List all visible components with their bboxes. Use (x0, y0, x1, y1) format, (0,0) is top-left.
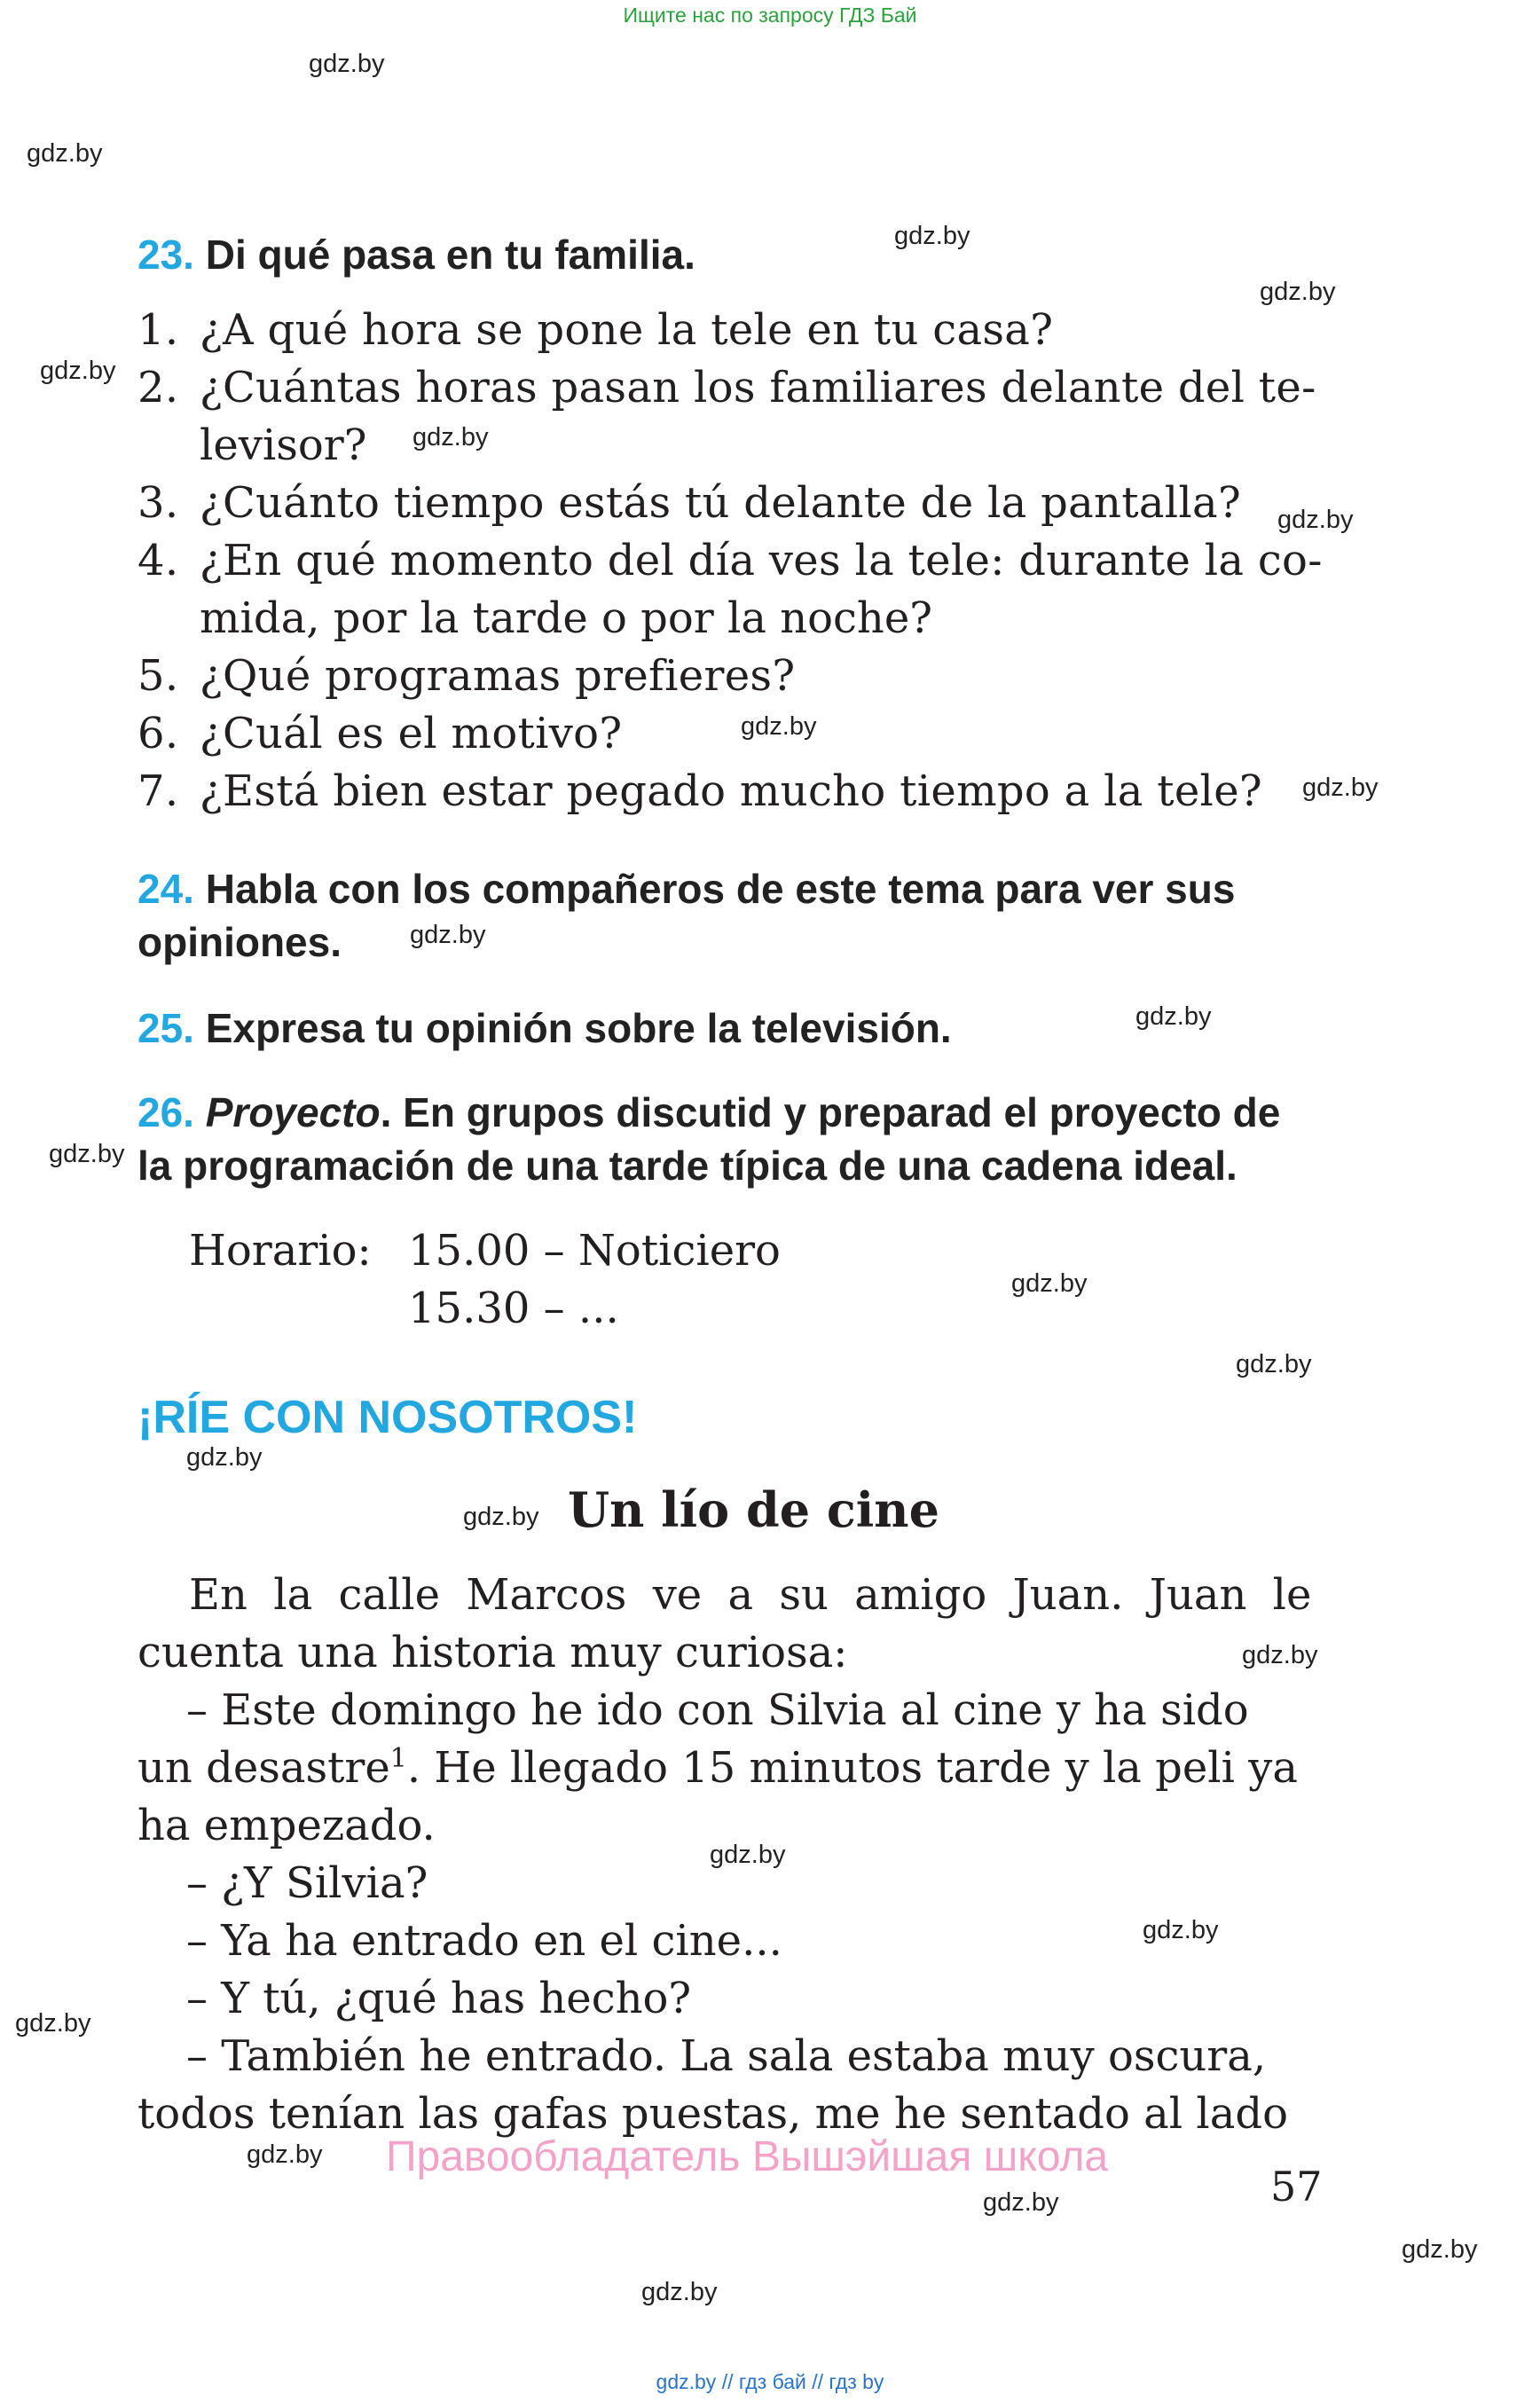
copyright-owner: Правообладатель Вышэйшая школа (386, 2133, 1109, 2180)
story-title: Un lío de cine (568, 1481, 939, 1538)
task-24-line-1: 24. Habla con los compañeros de este tema para ver sus (138, 866, 1236, 912)
watermark: gdz.by (40, 357, 116, 385)
watermark: gdz.by (463, 1503, 539, 1531)
task-23-heading (138, 231, 695, 279)
watermark: gdz.by (309, 50, 385, 78)
question-4-continued: mida, por la tarde o por la noche? (200, 593, 932, 643)
watermark: gdz.by (1277, 506, 1354, 534)
page-number: 57 (1270, 2163, 1323, 2211)
schedule-row-2: 15.30 – ... (408, 1284, 619, 1333)
task-number: 24. (138, 866, 194, 912)
proyecto-label: Proyecto (205, 1089, 381, 1135)
story-line-3: – Este domingo he ido con Silvia al cine y ha sido (186, 1685, 1249, 1735)
schedule-label: Horario: (189, 1226, 372, 1276)
question-5: 5. ¿Qué programas prefieres? (138, 651, 796, 701)
watermark: gdz.by (247, 2140, 323, 2169)
watermark: gdz.by (983, 2188, 1059, 2217)
watermark: gdz.by (1143, 1916, 1219, 1944)
watermark: gdz.by (1135, 1002, 1212, 1031)
story-line-8: – Y tú, ¿qué has hecho? (186, 1974, 692, 2023)
question-7: 7. ¿Está bien estar pegado mucho tiempo a la tele? (138, 766, 1262, 816)
question-4: 4. ¿En qué momento del día ves la tele: durante la co- (138, 536, 1323, 585)
watermark: gdz.by (15, 2009, 91, 2038)
watermark: gdz.by (1302, 774, 1379, 802)
watermark: gdz.by (1260, 278, 1336, 306)
watermark: gdz.by (410, 921, 486, 949)
story-line-10: todos tenían las gafas puestas, me he sentado al lado (138, 2089, 1288, 2139)
watermark: gdz.by (894, 222, 970, 250)
story-line-9: – También he entrado. La sala estaba muy oscura, (186, 2031, 1267, 2081)
task-number: 23. (138, 232, 194, 278)
watermark: gdz.by (741, 712, 817, 741)
question-1: 1. ¿A qué hora se pone la tele en tu casa? (138, 305, 1054, 355)
top-search-link[interactable]: Ищите нас по запросу ГДЗ Бай (623, 4, 917, 27)
story-line-2: cuenta una historia muy curiosa: (138, 1628, 848, 1677)
watermark: gdz.by (412, 423, 489, 452)
task-title: Di qué pasa en tu familia. (205, 232, 695, 278)
story-line-7: – Ya ha entrado en el cine... (186, 1916, 782, 1966)
question-3: 3. ¿Cuánto tiempo estás tú delante de la pantalla? (138, 478, 1241, 528)
watermark: gdz.by (27, 139, 103, 168)
task-24-line-2: opiniones. (138, 919, 342, 965)
task-25-heading: 25. Expresa tu opinión sobre la televisión. (138, 1005, 952, 1051)
watermark: gdz.by (1402, 2235, 1478, 2264)
question-2-continued: levisor? (200, 420, 367, 470)
story-line-6: – ¿Y Silvia? (186, 1858, 428, 1908)
watermark: gdz.by (710, 1841, 786, 1869)
task-26-line-1: 26. Proyecto. En grupos discutid y preparad el proyecto de (138, 1089, 1281, 1135)
watermark: gdz.by (49, 1140, 125, 1168)
question-6: 6. ¿Cuál es el motivo? (138, 709, 623, 758)
watermark: gdz.by (1236, 1350, 1312, 1378)
section-title: ¡RÍE CON NOSOTROS! (138, 1392, 638, 1443)
watermark: gdz.by (641, 2278, 718, 2306)
story-line-4: un desastre$^1$. He llegado 15 minutos tarde y la peli ya (138, 1743, 1298, 1793)
watermark: gdz.by (1242, 1641, 1318, 1669)
watermark: gdz.by (186, 1443, 263, 1472)
story-line-5: ha empezado. (138, 1801, 436, 1850)
task-26-line-2: la programación de una tarde típica de una cadena ideal. (138, 1143, 1238, 1189)
schedule-row-1: 15.00 – Noticiero (408, 1226, 781, 1276)
task-number: 26. (138, 1089, 194, 1135)
watermark: gdz.by (1011, 1269, 1088, 1298)
task-number: 25. (138, 1005, 194, 1051)
question-2: 2. ¿Cuántas horas pasan los familiares delante del te- (138, 363, 1316, 412)
bottom-links[interactable]: gdz.by // гдз бай // гдз by (656, 2370, 884, 2393)
story-line-1: En la calle Marcos ve a su amigo Juan. Juan le (189, 1570, 1312, 1620)
